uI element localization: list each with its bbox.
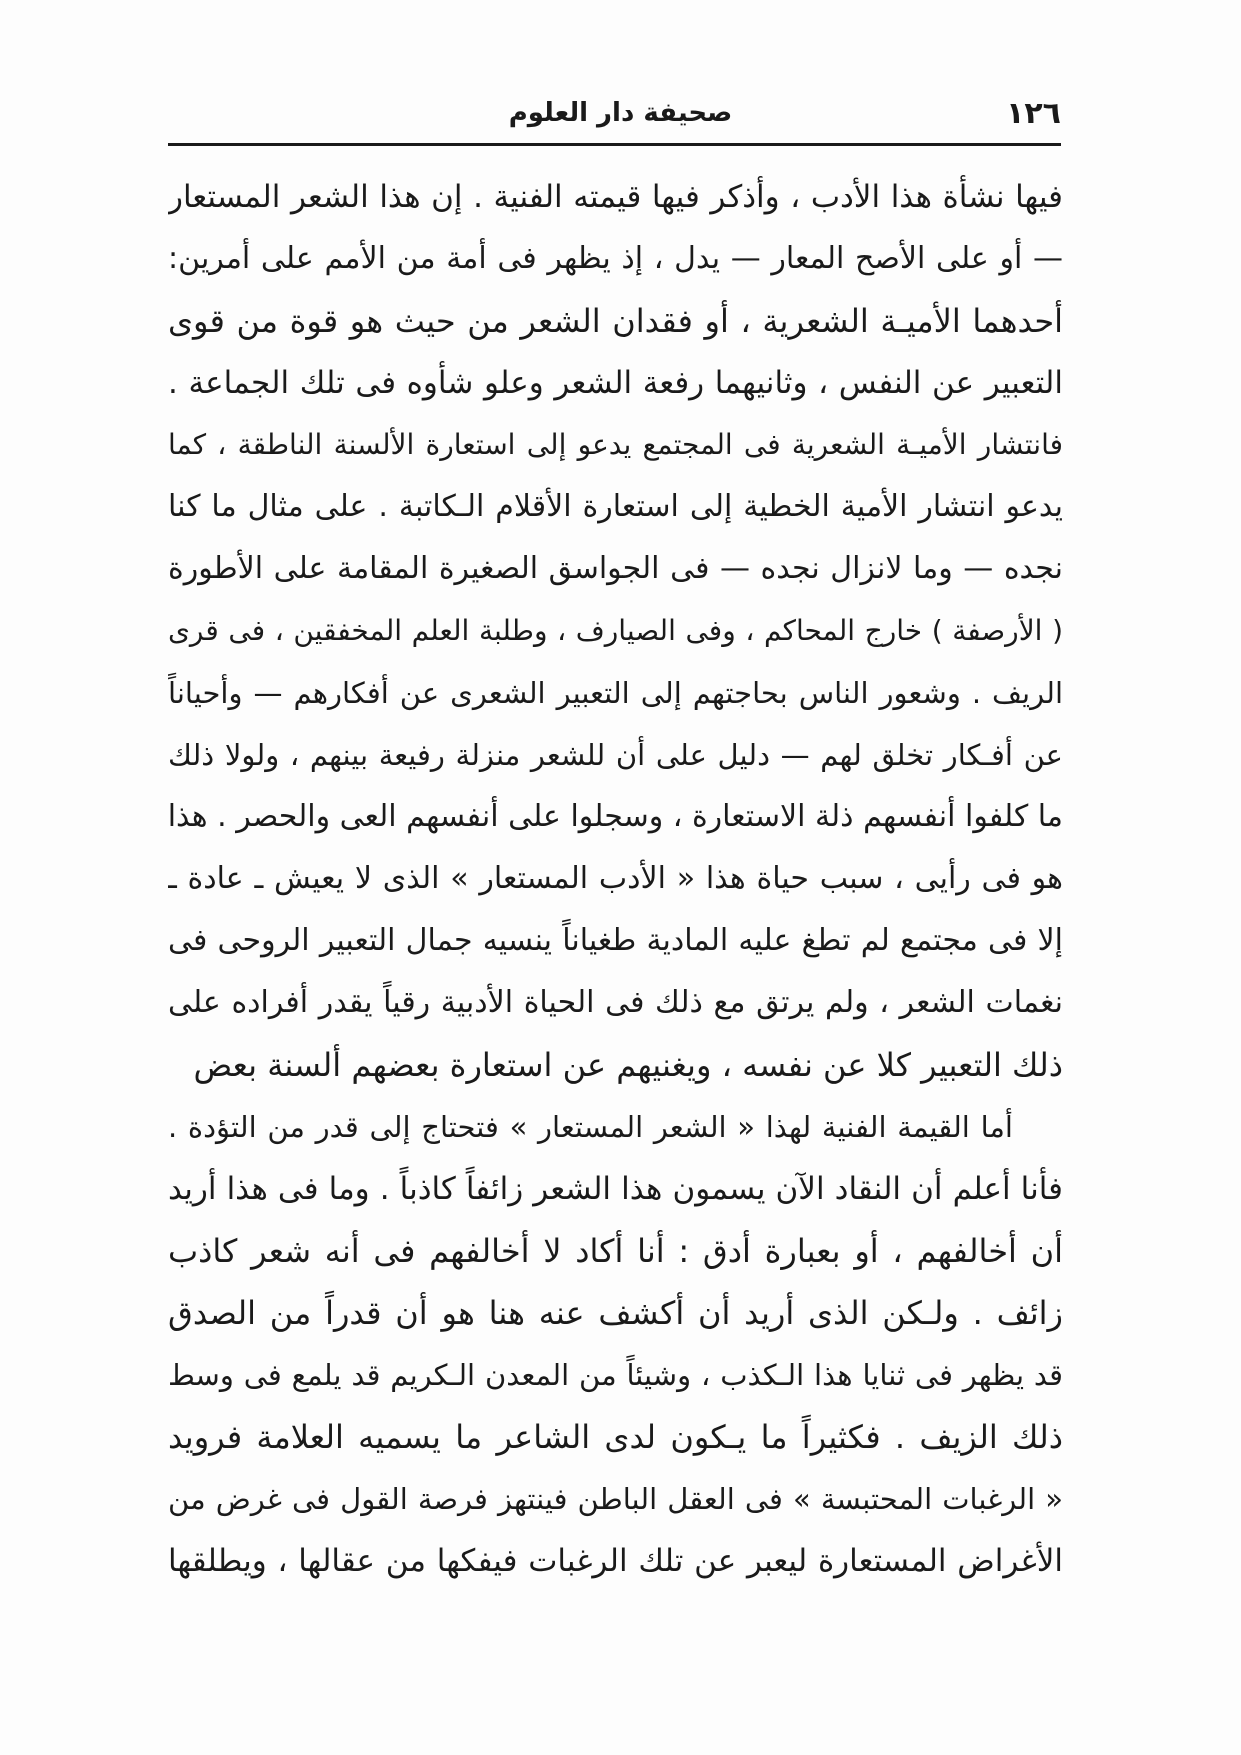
text-line: هو فى رأيى ، سبب حياة هذا « الأدب المستعار » الذى لا يعيش ـ عادة ـ	[168, 861, 1063, 896]
body-text	[168, 166, 1063, 1592]
running-head	[180, 88, 1061, 138]
text-line: ذلك الزيف . فكثيراً ما يـكون لدى الشاعر ما يسميه العلامة فرويد	[168, 1418, 1063, 1456]
text-line: « الرغبات المحتبسة » فى العقل الباطن فينتهز فرصة القول فى غرض من	[168, 1482, 1063, 1516]
text-line: التعبير عن النفس ، وثانيهما رفعة الشعر وعلو شأوه فى تلك الجماعة .	[168, 365, 1063, 401]
text-line: إلا فى مجتمع لم تطغ عليه المادية طغياناً ينسيه جمال التعبير الروحى فى	[168, 923, 1063, 958]
text-line: أحدهما الأميـة الشعرية ، أو فقدان الشعر من حيث هو قوة من قوى	[168, 302, 1063, 340]
text-line: الأغراض المستعارة ليعبر عن تلك الرغبات فيفكها من عقالها ، ويطلقها	[168, 1543, 1063, 1579]
text-line: أن أخالفهم ، أو بعبارة أدق : أنا أكاد لا أخالفهم فى أنه شعر كاذب	[168, 1232, 1063, 1270]
text-line: أما القيمة الفنية لهذا « الشعر المستعار » فتحتاج إلى قدر من التؤدة .	[168, 1110, 1013, 1144]
journal-title: صحيفة دار العلوم	[508, 98, 733, 128]
text-line: عن أفـكار تخلق لهم — دليل على أن للشعر منزلة رفيعة بينهم ، ولولا ذلك	[168, 738, 1063, 772]
text-line: فيها نشأة هذا الأدب ، وأذكر فيها قيمته الفنية . إن هذا الشعر المستعار	[168, 179, 1063, 215]
text-line: ذلك التعبير كلا عن نفسه ، ويغنيهم عن استعارة بعضهم ألسنة بعض	[193, 1046, 1063, 1084]
page-number: ١٢٦	[1006, 95, 1061, 131]
text-line: ( الأرصفة ) خارج المحاكم ، وفى الصيارف ، وطلبة العلم المخفقين ، فى قرى	[168, 614, 1063, 647]
text-line: الريف . وشعور الناس بحاجتهم إلى التعبير الشعرى عن أفكارهم — وأحياناً	[168, 676, 1063, 710]
paragraph-2	[168, 1096, 1063, 1592]
text-line: نغمات الشعر ، ولم يرتق مع ذلك فى الحياة الأدبية رقياً يقدر أفراده على	[168, 985, 1063, 1020]
text-line: يدعو انتشار الأمية الخطية إلى استعارة الأقلام الـكاتبة . على مثال ما كنا	[168, 489, 1063, 524]
text-line: فانتشار الأميـة الشعرية فى المجتمع يدعو إلى استعارة الألسنة الناطقة ، كما	[168, 428, 1063, 461]
text-line: ما كلفوا أنفسهم ذلة الاستعارة ، وسجلوا على أنفسهم العى والحصر . هذا	[168, 799, 1063, 834]
header-rule	[168, 143, 1061, 146]
text-line: — أو على الأصح المعار — يدل ، إذ يظهر فى أمة من الأمم على أمرين:	[168, 241, 1063, 276]
text-line: نجده — وما لانزال نجده — فى الجواسق الصغيرة المقامة على الأطورة	[168, 551, 1063, 586]
paragraph-1	[168, 166, 1063, 1096]
text-line: قد يظهر فى ثنايا هذا الـكذب ، وشيئاً من المعدن الـكريم قد يلمع فى وسط	[168, 1358, 1063, 1392]
text-line: فأنا أعلم أن النقاد الآن يسمون هذا الشعر زائفاً كاذباً . وما فى هذا أريد	[168, 1171, 1063, 1207]
text-line: زائف . ولـكن الذى أريد أن أكشف عنه هنا هو أن قدراً من الصدق	[168, 1294, 1063, 1332]
